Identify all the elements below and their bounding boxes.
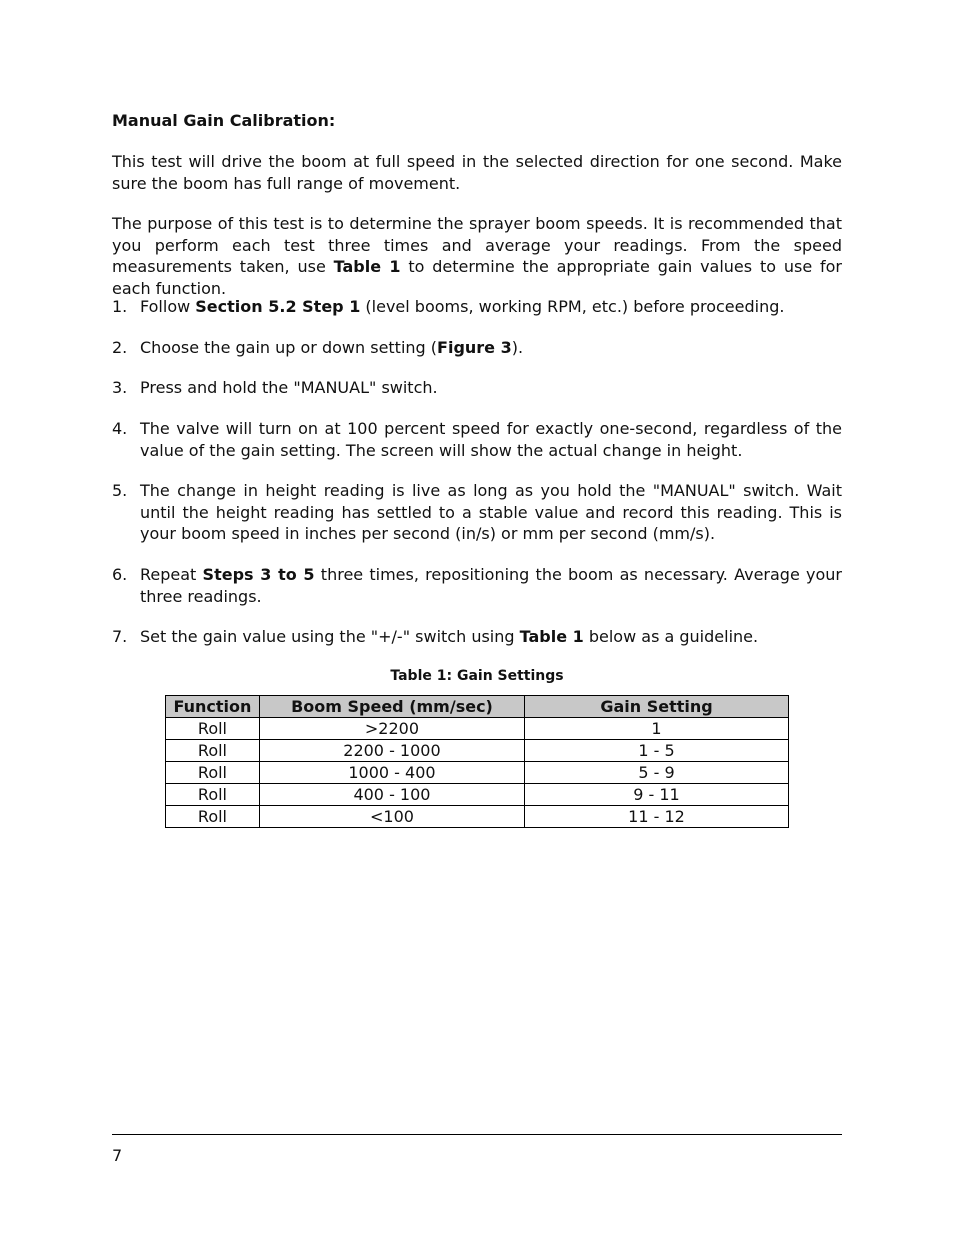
- list-item: 4. The valve will turn on at 100 percent speed for exactly one-second, regardless of the value of the gain setting. The screen will show the actual change in height.: [112, 419, 842, 460]
- table-cell: 2200 - 1000: [259, 740, 524, 762]
- table-cell: 9 - 11: [525, 784, 789, 806]
- purpose-paragraph: The purpose of this test is to determine the sprayer boom speeds. It is recommended that you perform each test three times and average your readings. From the speed measurements taken, use Table 1 to determine the appropriate gain values to use for each function.: [112, 214, 842, 298]
- table-cell: Roll: [166, 718, 260, 740]
- column-header: Gain Setting: [525, 696, 789, 718]
- list-item: 3. Press and hold the "MANUAL" switch.: [112, 378, 438, 397]
- footer-divider: [112, 1134, 842, 1135]
- table-cell: <100: [259, 806, 524, 828]
- table-cell: 1 - 5: [525, 740, 789, 762]
- list-item: 6. Repeat Steps 3 to 5 three times, repositioning the boom as necessary. Average your three readings.: [112, 565, 843, 606]
- section-heading: Manual Gain Calibration:: [112, 111, 336, 130]
- list-item: 2. Choose the gain up or down setting (Figure 3).: [112, 338, 524, 357]
- list-item: 1. Follow Section 5.2 Step 1 (level booms, working RPM, etc.) before proceeding.: [112, 297, 785, 316]
- table-cell: Roll: [166, 762, 260, 784]
- column-header: Boom Speed (mm/sec): [259, 696, 524, 718]
- table-cell: 1: [525, 718, 789, 740]
- intro-paragraph: This test will drive the boom at full speed in the selected direction for one second. Make sure the boom has full range of movement.: [112, 152, 842, 193]
- table-reference: Table 1: [333, 257, 401, 276]
- table-cell: 11 - 12: [525, 806, 789, 828]
- table-cell: 1000 - 400: [259, 762, 524, 784]
- list-item: 5. The change in height reading is live as long as you hold the "MANUAL" switch. Wait until the height reading has settled to a stable value and record this reading. This is your boom speed in inches per second (in/s) or mm per second (mm/s).: [112, 481, 842, 543]
- table-row: [166, 740, 789, 762]
- table-cell: >2200: [259, 718, 524, 740]
- page-number: 7: [112, 1146, 123, 1165]
- list-item: 7. Set the gain value using the "+/-" switch using Table 1 below as a guideline.: [112, 627, 759, 646]
- table-caption: Table 1: Gain Settings: [390, 668, 564, 684]
- column-header: Function: [166, 696, 260, 718]
- table-cell: 400 - 100: [259, 784, 524, 806]
- table-row: [166, 718, 789, 740]
- table-row: [166, 762, 789, 784]
- table-row: [166, 806, 789, 828]
- table-cell: Roll: [166, 806, 260, 828]
- table-cell: Roll: [166, 784, 260, 806]
- table-header-row: [166, 696, 789, 718]
- table-row: [166, 784, 789, 806]
- table-cell: Roll: [166, 740, 260, 762]
- gain-settings-table: [165, 695, 789, 828]
- table-cell: 5 - 9: [525, 762, 789, 784]
